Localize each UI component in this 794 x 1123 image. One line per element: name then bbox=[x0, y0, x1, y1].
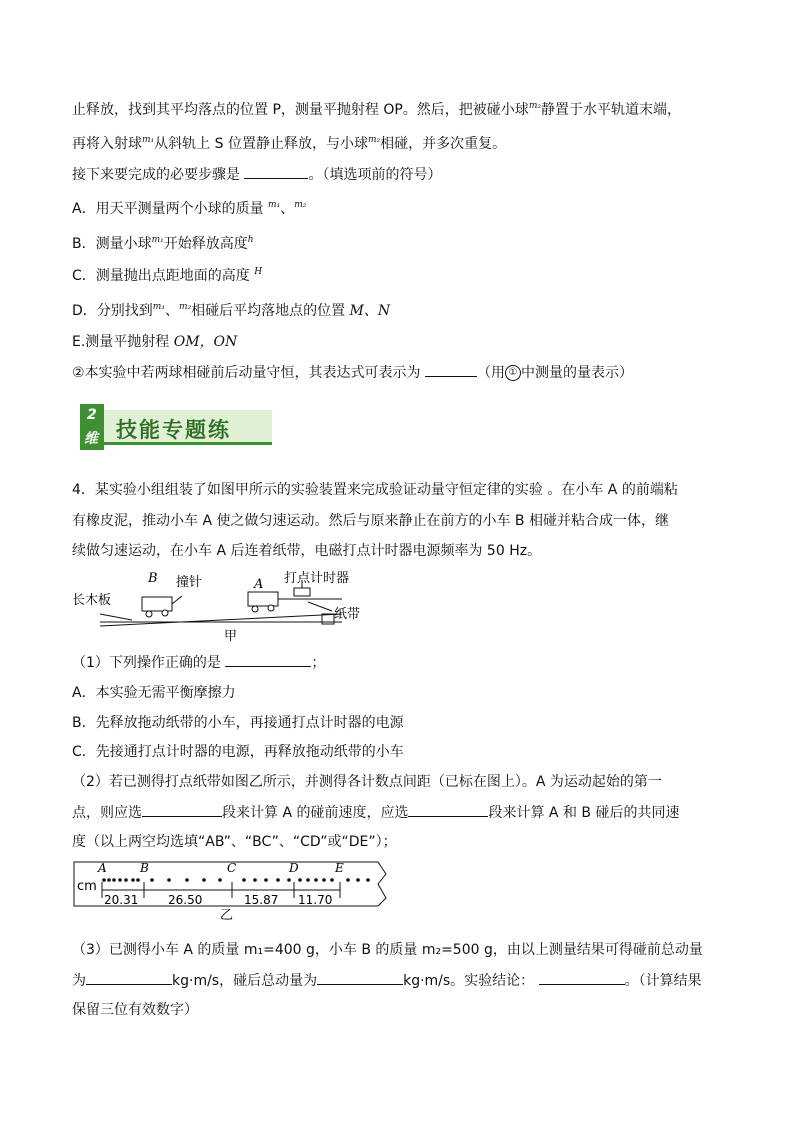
answer-blank[interactable] bbox=[425, 362, 477, 377]
label-tape: 纸带 bbox=[334, 607, 361, 622]
apparatus-figure bbox=[72, 566, 372, 644]
answer-blank[interactable] bbox=[408, 802, 488, 817]
text-span: 中测量的量表示） bbox=[521, 365, 634, 381]
text-span: 、 bbox=[164, 303, 179, 319]
q4-part-3-line-2 bbox=[72, 970, 702, 991]
q4-p1-option-b bbox=[72, 713, 404, 733]
tape-unit: cm bbox=[77, 879, 97, 894]
answer-blank[interactable] bbox=[539, 970, 625, 985]
timer-icon bbox=[294, 588, 310, 596]
point-b: B bbox=[140, 861, 149, 875]
board-slope bbox=[100, 614, 342, 626]
tape-leader bbox=[308, 602, 332, 611]
q4-part-3-line-1 bbox=[72, 940, 703, 960]
symbol-m1: m₁ bbox=[142, 135, 155, 145]
q4-line-1 bbox=[72, 480, 678, 500]
symbol-m1: m₁ bbox=[152, 302, 165, 312]
text-span: 静置于水平轨道末端， bbox=[540, 102, 681, 118]
text-span: 止释放，找到其平均落点的位置 P，测量平抛射程 OP。然后，把被碰小球 bbox=[72, 102, 529, 118]
distance-bc: 26.50 bbox=[168, 893, 203, 907]
symbol-mn: M、N bbox=[349, 303, 391, 319]
option-d bbox=[72, 301, 390, 323]
text-span: （3）已测得小车 A 的质量 m₁=400 g，小车 B 的质量 m₂=500 g，由以上测量结果可得碰前总动量 bbox=[72, 942, 703, 958]
cart-a bbox=[248, 592, 278, 612]
text-span: B．先释放拖动纸带的小车，再接通打点计时器的电源 bbox=[72, 715, 404, 731]
text-span: 4．某实验小组组装了如图甲所示的实验装置来完成验证动量守恒定律的实验 。在小车 A 的前端粘 bbox=[72, 482, 678, 498]
text-span: 有橡皮泥，推动小车 A 使之做匀速运动。然后与原来静止在前方的小车 B 相碰并粘合成一体，继 bbox=[72, 513, 669, 529]
symbol-m2: m₂ bbox=[178, 302, 192, 312]
banner-tag: 维 bbox=[84, 431, 98, 447]
text-span: 。（填选项前的符号） bbox=[308, 167, 442, 183]
text-span: 为 bbox=[72, 973, 86, 989]
text-span: 从斜轨上 S 位置静止释放，与小球 bbox=[154, 136, 368, 152]
answer-blank[interactable] bbox=[225, 652, 311, 667]
text-span: kg·m/s，碰后总动量为 bbox=[172, 973, 318, 989]
text-span: E.测量平抛射程 bbox=[72, 334, 170, 350]
q4-part-3-line-3 bbox=[72, 1000, 198, 1020]
text-span: C．先接通打点计时器的电源，再释放拖动纸带的小车 bbox=[72, 744, 404, 760]
item-number: ② bbox=[72, 365, 85, 381]
q4-part-1 bbox=[72, 652, 325, 673]
symbol-m1: m₁ bbox=[151, 235, 164, 245]
option-a bbox=[72, 199, 306, 221]
text-span: C．测量抛出点距地面的高度 bbox=[72, 268, 250, 284]
answer-blank[interactable] bbox=[86, 970, 172, 985]
cart-b bbox=[142, 596, 182, 617]
q4-line-3 bbox=[72, 541, 541, 561]
q4-p1-option-a bbox=[72, 683, 236, 703]
text-span: A．用天平测量两个小球的质量 bbox=[72, 201, 264, 217]
distance-cd: 15.87 bbox=[244, 893, 279, 907]
tape-caption: 乙 bbox=[220, 908, 234, 920]
text-span: 段来计算 A 和 B 碰后的共同速 bbox=[488, 805, 680, 821]
point-d: D bbox=[289, 861, 299, 875]
circled-number: ① bbox=[505, 365, 521, 381]
question-2 bbox=[72, 362, 633, 383]
text-span: D．分别找到 bbox=[72, 303, 153, 319]
text-span: 度（以上两空均选填“AB”、“BC”、“CD”或“DE”）； bbox=[72, 834, 397, 850]
text-span: 段来计算 A 的碰前速度，应选 bbox=[222, 805, 409, 821]
point-e: E bbox=[335, 861, 344, 875]
section-banner bbox=[80, 404, 276, 450]
q4-p1-option-c bbox=[72, 742, 404, 762]
label-needle: 撞针 bbox=[176, 575, 203, 590]
symbol-m1: m₁ bbox=[268, 200, 281, 210]
symbol-om-on: OM，ON bbox=[173, 334, 238, 350]
option-b bbox=[72, 234, 254, 256]
answer-blank[interactable] bbox=[244, 164, 308, 179]
q4-line-2 bbox=[72, 511, 669, 531]
text-span: 续做匀速运动，在小车 A 后连着纸带，电磁打点计时器电源频率为 50 Hz。 bbox=[72, 543, 542, 559]
text-span: B．测量小球 bbox=[72, 236, 152, 252]
text-line bbox=[72, 134, 506, 156]
banner-plate bbox=[104, 410, 272, 445]
distance-de: 11.70 bbox=[298, 893, 333, 907]
label-cart-b: B bbox=[148, 571, 158, 586]
label-cart-a: A bbox=[254, 577, 264, 592]
symbol-m2: m₂ bbox=[528, 101, 541, 111]
text-span: （1）下列操作正确的是 bbox=[72, 655, 221, 671]
text-span: 、 bbox=[280, 201, 295, 217]
symbol-m2: m₂ bbox=[294, 200, 307, 210]
symbol-h: h bbox=[247, 235, 254, 245]
text-span: （用 bbox=[477, 365, 506, 381]
banner-title: 技能专题练 bbox=[116, 418, 231, 442]
q4-part-2-line-1 bbox=[72, 772, 662, 792]
option-c bbox=[72, 266, 262, 288]
text-span: 。（计算结果 bbox=[624, 973, 702, 989]
text-span: 保留三位有效数字） bbox=[72, 1002, 198, 1018]
text-span: kg·m/s。实验结论： bbox=[403, 973, 535, 989]
symbol-H: H bbox=[254, 267, 263, 277]
text-span: 相碰，并多次重复。 bbox=[380, 136, 507, 152]
text-span: 接下来要完成的必要步骤是 bbox=[72, 167, 240, 183]
q4-part-2-line-3 bbox=[72, 832, 397, 852]
text-span: A．本实验无需平衡摩擦力 bbox=[72, 685, 236, 701]
banner-number: 2 bbox=[87, 407, 97, 423]
banner-badge bbox=[80, 404, 104, 450]
text-line bbox=[72, 164, 441, 185]
option-e bbox=[72, 332, 237, 352]
label-board: 长木板 bbox=[72, 593, 112, 608]
text-span: 点，则应选 bbox=[72, 805, 142, 821]
board-leader bbox=[100, 614, 132, 620]
text-span: 本实验中若两球相碰前后动量守恒，其表达式可表示为 bbox=[84, 365, 421, 381]
point-c: C bbox=[227, 861, 237, 875]
answer-blank[interactable] bbox=[142, 802, 222, 817]
text-line bbox=[72, 100, 681, 122]
figure-caption: 甲 bbox=[224, 629, 238, 644]
text-span: ； bbox=[311, 655, 326, 671]
label-timer: 打点计时器 bbox=[284, 571, 350, 586]
tape-figure bbox=[72, 856, 392, 920]
text-span: 再将入射球 bbox=[72, 136, 142, 152]
q4-part-2-line-2 bbox=[72, 802, 679, 823]
text-span: 开始释放高度 bbox=[163, 236, 248, 252]
text-span: 相碰后平均落地点的位置 bbox=[191, 303, 346, 319]
answer-blank[interactable] bbox=[317, 970, 403, 985]
symbol-m2: m₂ bbox=[367, 135, 381, 145]
point-a: A bbox=[98, 861, 107, 875]
distance-ab: 20.31 bbox=[104, 893, 139, 907]
text-span: （2）若已测得打点纸带如图乙所示，并测得各计数点间距（已标在图上）。A 为运动起始的第一 bbox=[72, 774, 662, 790]
